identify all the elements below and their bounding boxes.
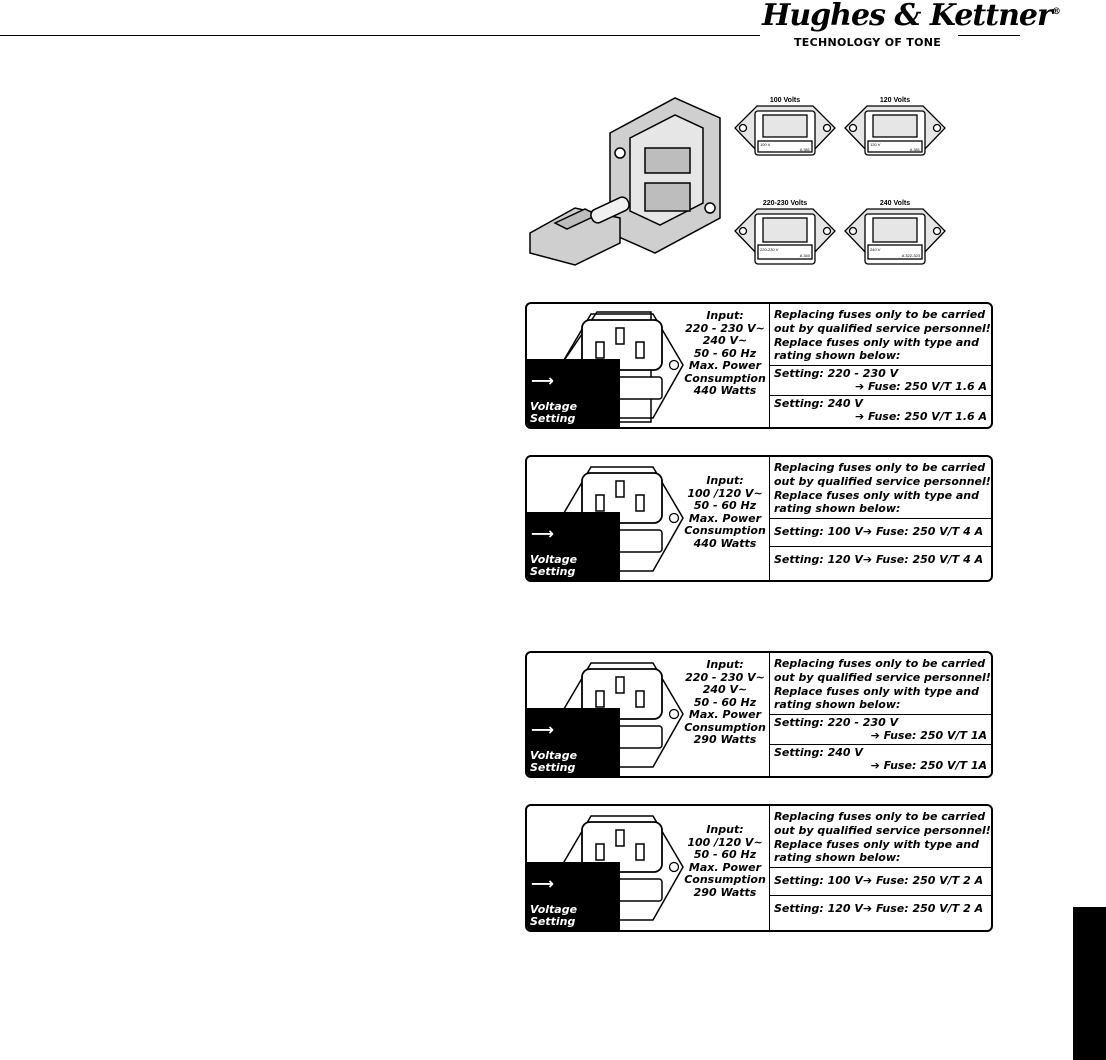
plate-right-240v: A 322-323 [901, 253, 920, 258]
brand-tagline: TECHNOLOGY OF TONE [794, 36, 942, 49]
setting-row: Setting: 240 V ➔ Fuse: 250 V/T 1A [774, 746, 987, 772]
socket-title-220-230v: 220-230 Volts [762, 200, 808, 207]
fuse-warning: Replacing fuses only to be carried out by qualified service personnel! Replace fuses only with type and rating shown below: [770, 653, 991, 715]
input-spec: Input: 100 /120 V~ 50 - 60 Hz Max. Power Consumption 290 Watts [684, 823, 766, 899]
setting-row: Setting: 120 V➔ Fuse: 250 V/T 2 A [774, 901, 984, 915]
fuse-label-3 [525, 651, 993, 778]
socket-120v [845, 106, 945, 155]
voltage-setting-tab [527, 862, 620, 930]
socket-220-230v [735, 209, 835, 264]
plate-right-100v: A 381 [799, 147, 810, 152]
brand-script: Hughes & Kettner® [762, 0, 1060, 33]
arrow-right-icon: ⟶ [531, 371, 554, 390]
fuse-info-panel [769, 304, 991, 427]
socket-title-100v: 100 Volts [769, 97, 801, 104]
setting-row: Setting: 240 V ➔ Fuse: 250 V/T 1.6 A [774, 397, 987, 423]
fuse-warning: Replacing fuses only to be carried out by qualified service personnel! Replace fuses only with type and rating shown below: [770, 457, 991, 519]
setting-row: Setting: 100 V➔ Fuse: 250 V/T 4 A [770, 519, 991, 547]
fuse-info-panel [769, 653, 991, 776]
socket-100v [735, 106, 835, 155]
arrow-right-icon: ⟶ [531, 524, 554, 543]
fuse-label-2 [525, 455, 993, 582]
fuse-label-1 [525, 302, 993, 429]
voltage-setting-tab [527, 512, 620, 580]
voltage-setting-text: Voltage Setting [530, 553, 578, 578]
input-spec: Input: 100 /120 V~ 50 - 60 Hz Max. Power Consumption 440 Watts [684, 474, 766, 550]
fuse-info-panel [769, 806, 991, 930]
label-socket-panel [527, 304, 769, 427]
side-tab [1073, 907, 1106, 1060]
voltage-setting-text: Voltage Setting [530, 903, 578, 928]
fuse-illustration [525, 93, 1000, 278]
plate-left-100v: 100 V [760, 142, 771, 147]
setting-row: Setting: 120 V➔ Fuse: 250 V/T 4 A [774, 552, 984, 566]
socket-240v [845, 209, 945, 264]
header-rule-right [958, 35, 1020, 36]
arrow-right-icon: ⟶ [531, 874, 554, 893]
input-spec: Input: 220 - 230 V~ 240 V~ 50 - 60 Hz Max. Power Consumption 290 Watts [684, 658, 766, 746]
voltage-setting-text: Voltage Setting [530, 749, 578, 774]
header-rule-left [0, 35, 760, 36]
arrow-right-icon: ⟶ [531, 720, 554, 739]
socket-title-240v: 240 Volts [879, 200, 911, 207]
fuse-warning: Replacing fuses only to be carried out by qualified service personnel! Replace fuses only with type and rating shown below: [770, 806, 991, 868]
input-spec: Input: 220 - 230 V~ 240 V~ 50 - 60 Hz Max. Power Consumption 440 Watts [684, 309, 766, 397]
plate-left-120v: 120 V [870, 142, 881, 147]
fuse-info-panel [769, 457, 991, 580]
fuse-holder-drawing [530, 98, 720, 265]
brand-logo [762, 0, 1060, 52]
fuse-label-4 [525, 804, 993, 932]
setting-row: Setting: 220 - 230 V ➔ Fuse: 250 V/T 1A [770, 715, 991, 745]
voltage-setting-text: Voltage Setting [530, 400, 578, 425]
fuse-warning: Replacing fuses only to be carried out by qualified service personnel! Replace fuses only with type and rating shown below: [770, 304, 991, 366]
plate-right-120v: A 381 [909, 147, 920, 152]
plate-left-240v: 240 V [870, 247, 881, 252]
label-socket-panel [527, 806, 769, 930]
setting-row: Setting: 220 - 230 V ➔ Fuse: 250 V/T 1.6 A [770, 366, 991, 396]
plate-right-220-230v: A 340 [799, 253, 810, 258]
plate-left-220-230v: 220-230 V [760, 247, 779, 252]
setting-row: Setting: 100 V➔ Fuse: 250 V/T 2 A [770, 868, 991, 896]
label-socket-panel [527, 457, 769, 580]
socket-title-120v: 120 Volts [879, 97, 911, 104]
voltage-socket-grid [735, 106, 945, 264]
voltage-setting-tab [527, 708, 620, 776]
voltage-setting-tab [527, 359, 620, 427]
label-socket-panel [527, 653, 769, 776]
